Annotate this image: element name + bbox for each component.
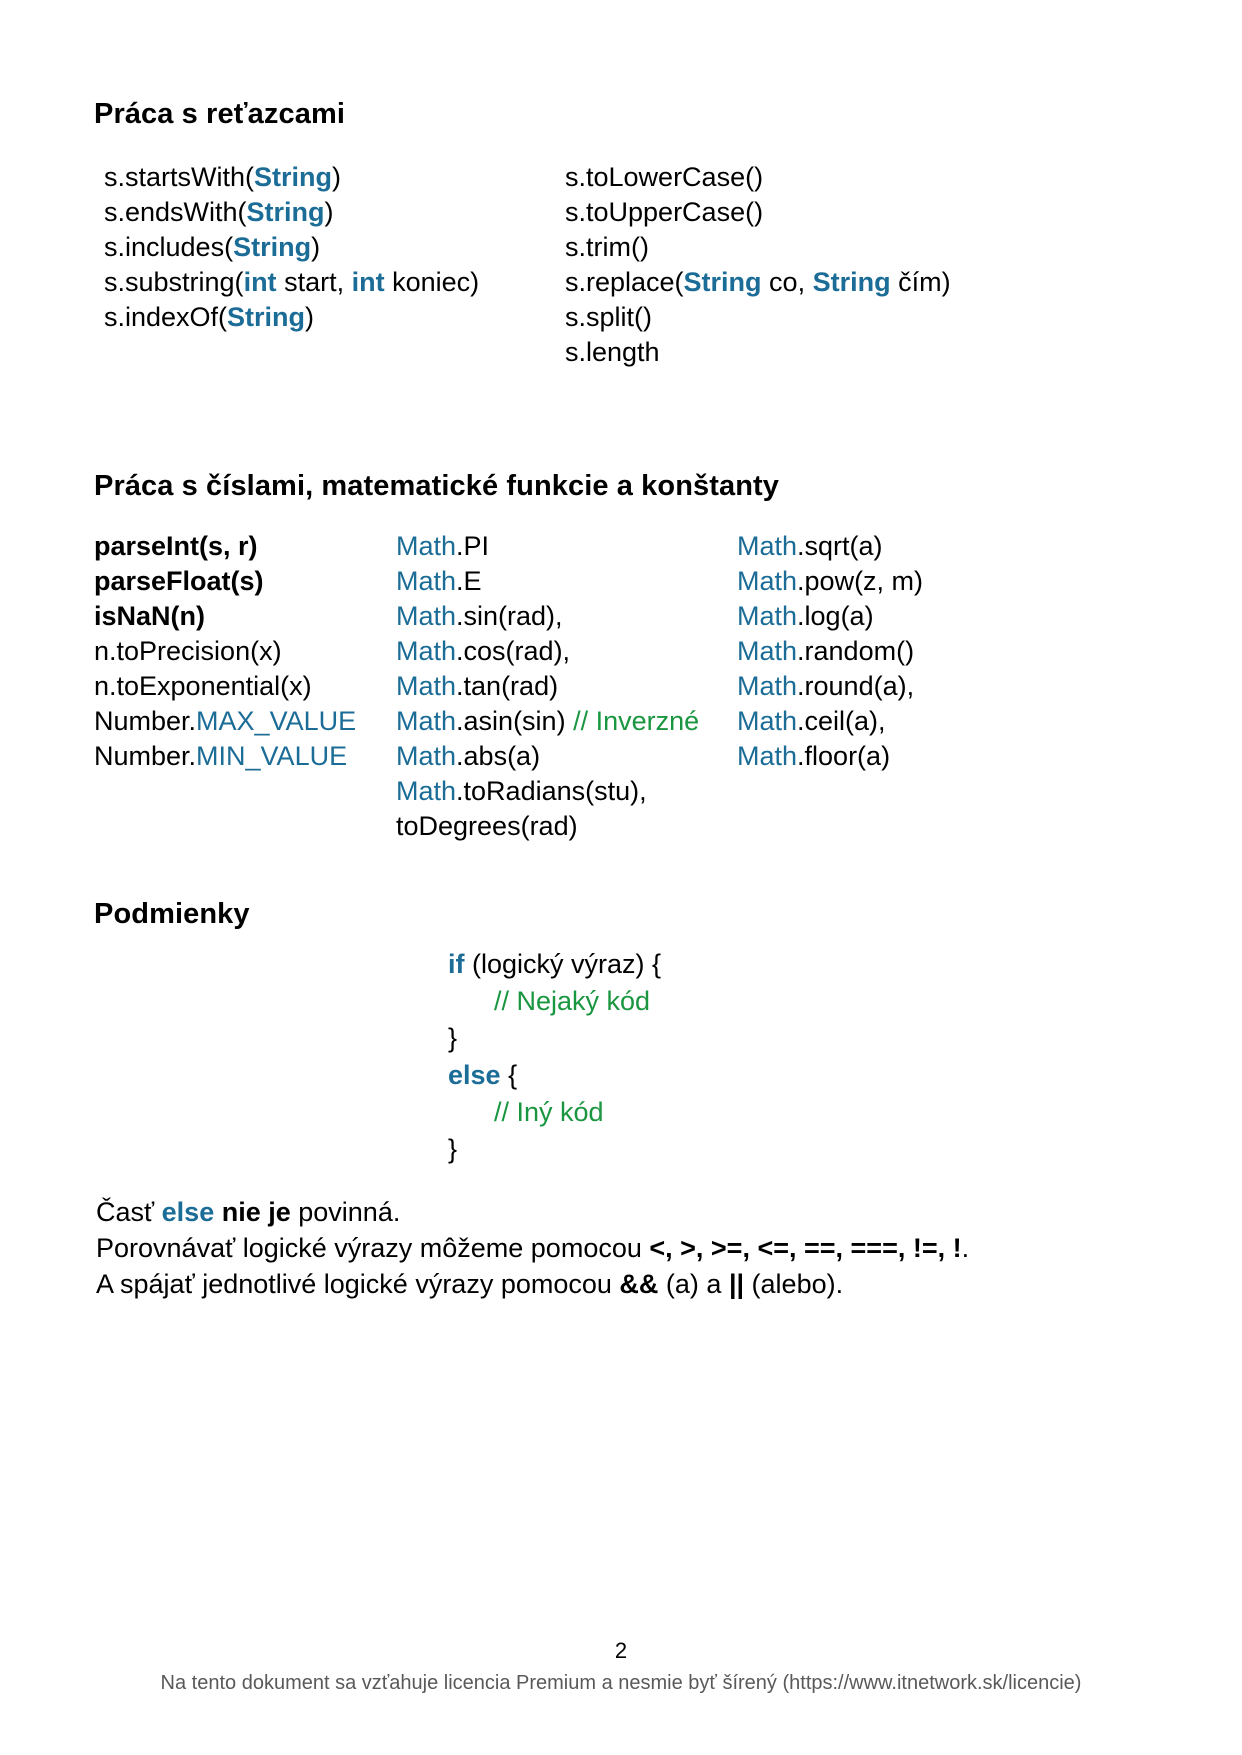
code-token: Math: [396, 671, 457, 701]
code-token: s.length: [565, 337, 660, 367]
code-token: Math: [396, 601, 457, 631]
code-token: Math: [396, 741, 457, 771]
code-line: [104, 160, 479, 195]
code-token: (logický výraz) {: [464, 949, 662, 979]
code-token: ): [305, 302, 315, 332]
code-token: .PI: [456, 531, 490, 561]
code-line: [565, 195, 951, 230]
code-token: .ceil(a),: [797, 706, 886, 736]
code-token: parseFloat(s): [94, 566, 264, 596]
code-token: Math: [396, 776, 457, 806]
code-token: s.toUpperCase(): [565, 197, 764, 227]
code-token: s.includes(: [104, 232, 234, 262]
code-line: [448, 1057, 661, 1094]
code-line: [104, 265, 479, 300]
code-token: Math: [737, 636, 798, 666]
code-line: [737, 599, 923, 634]
code-token: .toRadians(stu),: [456, 776, 647, 806]
section-heading-numbers: Práca s číslami, matematické funkcie a konštanty: [94, 470, 780, 502]
code-token: isNaN(n): [94, 601, 206, 631]
code-token: Math: [396, 636, 457, 666]
code-token: s.indexOf(: [104, 302, 228, 332]
code-token: .sqrt(a): [797, 531, 883, 561]
code-token: Math: [737, 671, 798, 701]
code-token: else: [161, 1197, 215, 1227]
code-line: [448, 983, 661, 1020]
section-heading-strings: Práca s reťazcami: [94, 98, 345, 130]
code-token: Number.: [94, 741, 197, 771]
code-line: [448, 1020, 661, 1057]
code-token: Math: [396, 706, 457, 736]
code-token: .log(a): [797, 601, 874, 631]
code-token: (alebo).: [744, 1269, 844, 1299]
code-line: [448, 1131, 661, 1168]
code-line: [565, 160, 951, 195]
code-line: [396, 704, 699, 739]
code-token: povinná.: [290, 1197, 401, 1227]
code-token: String: [227, 302, 306, 332]
code-token: String: [683, 267, 762, 297]
code-line: [396, 774, 699, 809]
code-token: MIN_VALUE: [196, 741, 348, 771]
code-token: .cos(rad),: [456, 636, 571, 666]
code-line: [94, 669, 356, 704]
code-line: [565, 265, 951, 300]
paragraph-line: [96, 1266, 969, 1302]
code-token: co,: [761, 267, 813, 297]
code-token: // Nejaký kód: [494, 986, 651, 1016]
code-token: <, >, >=, <=, ==, ===, !=, !: [649, 1233, 962, 1263]
numbers-column-3: [737, 529, 923, 774]
code-token: .tan(rad): [456, 671, 559, 701]
code-token: String: [812, 267, 891, 297]
code-token: &&: [619, 1269, 659, 1299]
code-line: [448, 946, 661, 983]
code-line: [104, 195, 479, 230]
code-token: Math: [737, 566, 798, 596]
code-token: .pow(z, m): [797, 566, 924, 596]
code-token: nie je: [214, 1197, 291, 1227]
code-line: [737, 704, 923, 739]
code-line: [737, 564, 923, 599]
code-token: čím): [890, 267, 951, 297]
code-token: {: [500, 1060, 518, 1090]
code-token: Časť: [96, 1197, 162, 1227]
strings-left-column: [104, 160, 479, 335]
code-token: .floor(a): [797, 741, 891, 771]
code-line: [94, 704, 356, 739]
code-token: parseInt(s, r): [94, 531, 258, 561]
code-token: ): [324, 197, 334, 227]
code-token: toDegrees(rad): [396, 811, 578, 841]
code-token: .round(a),: [797, 671, 915, 701]
code-token: .E: [456, 566, 482, 596]
code-token: n.toPrecision(x): [94, 636, 282, 666]
code-token: s.replace(: [565, 267, 684, 297]
code-line: [94, 529, 356, 564]
code-token: MAX_VALUE: [196, 706, 357, 736]
code-line: [396, 599, 699, 634]
code-token: else: [448, 1060, 501, 1090]
paragraph-line: [96, 1230, 969, 1266]
code-line: [737, 634, 923, 669]
code-line: [737, 529, 923, 564]
numbers-column-2: [396, 529, 699, 844]
code-token: s.startsWith(: [104, 162, 255, 192]
code-token: ): [332, 162, 342, 192]
code-line: [396, 564, 699, 599]
code-token: int: [351, 267, 385, 297]
code-line: [104, 300, 479, 335]
code-line: [396, 669, 699, 704]
code-token: s.endsWith(: [104, 197, 247, 227]
code-line: [448, 1094, 661, 1131]
code-token: String: [254, 162, 333, 192]
code-token: String: [246, 197, 325, 227]
code-token: ): [311, 232, 321, 262]
code-line: [104, 230, 479, 265]
code-line: [94, 634, 356, 669]
code-line: [396, 529, 699, 564]
code-token: s.toLowerCase(): [565, 162, 764, 192]
code-token: A spájať jednotlivé logické výrazy pomocou: [96, 1269, 620, 1299]
code-line: [737, 669, 923, 704]
section-heading-conditions: Podmienky: [94, 898, 250, 930]
code-token: .asin(sin): [456, 706, 574, 736]
code-token: Porovnávať logické výrazy môžeme pomocou: [96, 1233, 650, 1263]
strings-right-column: [565, 160, 951, 370]
code-line: [565, 335, 951, 370]
code-token: // Iný kód: [494, 1097, 604, 1127]
page-number: 2: [614, 1638, 628, 1663]
code-token: if: [448, 949, 465, 979]
numbers-column-1: [94, 529, 356, 774]
code-token: s.substring(: [104, 267, 244, 297]
code-token: ||: [728, 1269, 745, 1299]
code-token: Number.: [94, 706, 197, 736]
code-line: [396, 739, 699, 774]
code-token: }: [448, 1134, 458, 1164]
code-token: (a) a: [658, 1269, 729, 1299]
code-token: int: [243, 267, 277, 297]
code-token: // Inverzné: [573, 706, 700, 736]
code-token: Math: [737, 706, 798, 736]
code-token: n.toExponential(x): [94, 671, 312, 701]
code-token: Math: [737, 601, 798, 631]
conditions-paragraph: [96, 1194, 969, 1302]
code-line: [94, 739, 356, 774]
code-line: [396, 634, 699, 669]
code-token: s.trim(): [565, 232, 649, 262]
code-token: Math: [396, 566, 457, 596]
code-line: [94, 599, 356, 634]
code-token: s.split(): [565, 302, 652, 332]
code-line: [565, 230, 951, 265]
code-token: .random(): [797, 636, 915, 666]
code-line: [94, 564, 356, 599]
code-token: .abs(a): [456, 741, 541, 771]
code-token: Math: [396, 531, 457, 561]
conditions-code-block: [448, 946, 661, 1168]
code-line: [737, 739, 923, 774]
code-token: Math: [737, 531, 798, 561]
code-token: koniec): [384, 267, 480, 297]
code-line: [565, 300, 951, 335]
license-note: Na tento dokument sa vzťahuje licencia Premium a nesmie byť šírený (https://www.itnetwork.sk/licencie): [160, 1672, 1082, 1694]
code-token: }: [448, 1023, 458, 1053]
code-token: String: [233, 232, 312, 262]
paragraph-line: [96, 1194, 969, 1230]
code-token: .: [961, 1233, 970, 1263]
code-token: .sin(rad),: [456, 601, 563, 631]
code-token: start,: [276, 267, 352, 297]
code-line: [396, 809, 699, 844]
code-token: Math: [737, 741, 798, 771]
